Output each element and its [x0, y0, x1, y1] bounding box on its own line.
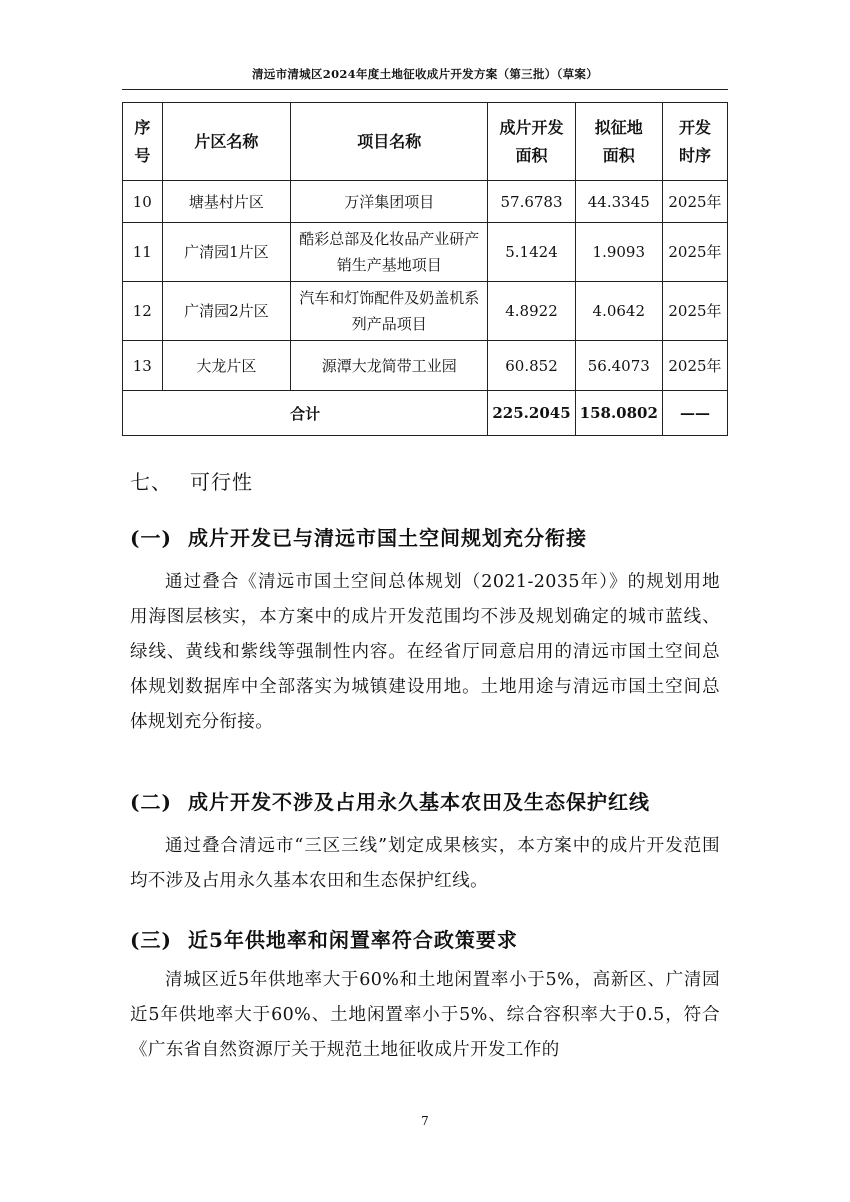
table-header-row: [123, 103, 728, 181]
cell-land-area: 4.0642: [575, 282, 662, 341]
cell-timing: 2025年: [662, 223, 727, 282]
paragraph: 通过叠合《清远市国土空间总体规划（2021-2035年）》的规划用地用海图层核实，本方案中的成片开发范围均不涉及规划确定的城市蓝线、绿线、黄线和紫线等强制性内容。在经省厅同意启用的清远市国土空间总体规划数据库中全部落实为城镇建设用地。土地用途与清远市国土空间总体规划充分衔接。: [130, 572, 720, 732]
cell-land-area: 44.3345: [575, 181, 662, 223]
cell-area: 塘基村片区: [162, 181, 291, 223]
cell-area: 广清园2片区: [162, 282, 291, 341]
section-heading: [130, 466, 253, 495]
section-number: 七、: [130, 470, 172, 494]
cell-dev-area: 60.852: [488, 341, 575, 391]
cell-project: 酷彩总部及化妆品产业研产销生产基地项目: [291, 223, 488, 282]
subsection-title: 成片开发已与清远市国土空间规划充分衔接: [188, 526, 587, 550]
col-header: 序号: [123, 103, 163, 181]
cell-dev-area: 4.8922: [488, 282, 575, 341]
table-row: [123, 341, 728, 391]
table-row: [123, 223, 728, 282]
subsection-number: (一): [130, 526, 172, 550]
subsection-number: (二): [130, 790, 172, 814]
subsection-title: 成片开发不涉及占用永久基本农田及生态保护红线: [188, 790, 650, 814]
cell-area: 大龙片区: [162, 341, 291, 391]
cell-no: 12: [123, 282, 163, 341]
cell-land-area: 1.9093: [575, 223, 662, 282]
cell-project: 万洋集团项目: [291, 181, 488, 223]
cell-no: 11: [123, 223, 163, 282]
cell-timing: 2025年: [662, 341, 727, 391]
cell-dev-area: 5.1424: [488, 223, 575, 282]
cell-project: 汽车和灯饰配件及奶盖机系列产品项目: [291, 282, 488, 341]
subsection-number: (三): [130, 928, 172, 952]
col-header: 片区名称: [162, 103, 291, 181]
subsection-heading: [130, 522, 587, 551]
cell-project: 源潭大龙简带工业园: [291, 341, 488, 391]
section-title: 可行性: [190, 470, 253, 494]
col-header: 项目名称: [291, 103, 488, 181]
paragraph: 清城区近5年供地率大于60%和土地闲置率小于5%，高新区、广清园近5年供地率大于60%、土地闲置率小于5%、综合容积率大于0.5，符合《广东省自然资源厅关于规范土地征收成片开发工作的: [130, 970, 720, 1060]
header-divider: [122, 89, 728, 90]
col-header: 拟征地面积: [575, 103, 662, 181]
page-number: 7: [421, 1114, 429, 1128]
subsection-heading: [130, 786, 650, 815]
cell-land-area: 56.4073: [575, 341, 662, 391]
subsection-heading: [130, 924, 518, 953]
total-label: 合计: [123, 391, 488, 436]
table-total-row: [123, 391, 728, 436]
total-dev-area: 225.2045: [488, 391, 575, 436]
cell-timing: 2025年: [662, 181, 727, 223]
development-table: [122, 102, 728, 436]
cell-no: 10: [123, 181, 163, 223]
col-header: 开发时序: [662, 103, 727, 181]
cell-no: 13: [123, 341, 163, 391]
subsection-title: 近5年供地率和闲置率符合政策要求: [188, 928, 518, 952]
table-row: [123, 282, 728, 341]
cell-dev-area: 57.6783: [488, 181, 575, 223]
col-header: 成片开发面积: [488, 103, 575, 181]
cell-timing: 2025年: [662, 282, 727, 341]
cell-area: 广清园1片区: [162, 223, 291, 282]
running-header: 清远市清城区2024年度土地征收成片开发方案（第三批）（草案）: [251, 67, 599, 81]
table-row: [123, 181, 728, 223]
total-timing: ——: [662, 391, 727, 436]
total-land-area: 158.0802: [575, 391, 662, 436]
paragraph: 通过叠合清远市“三区三线”划定成果核实，本方案中的成片开发范围均不涉及占用永久基本农田和生态保护红线。: [130, 836, 720, 891]
